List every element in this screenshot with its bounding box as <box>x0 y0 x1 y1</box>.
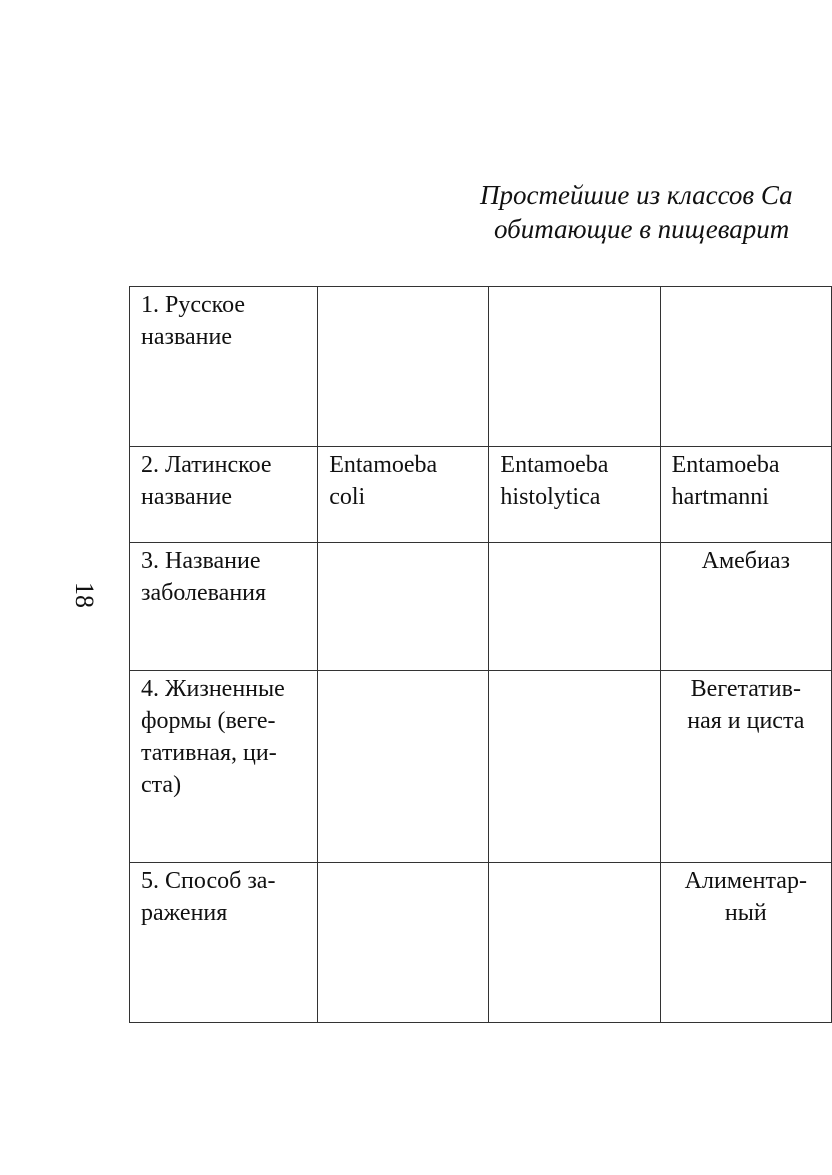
page-number: 18 <box>70 582 99 608</box>
table-cell: Entamoeba coli <box>318 447 489 543</box>
table-cell <box>318 287 489 447</box>
table-row <box>130 287 832 447</box>
table-row <box>130 447 832 543</box>
table-cell: Entamoeba histolytica <box>489 447 660 543</box>
table-cell: Амебиаз <box>660 543 831 671</box>
row-label-disease-name: 3. Название заболевания <box>130 543 318 671</box>
table-cell <box>489 671 660 863</box>
table-cell: Вегетатив- ная и циста <box>660 671 831 863</box>
table-cell <box>489 543 660 671</box>
table-cell <box>318 671 489 863</box>
table-row <box>130 671 832 863</box>
table-caption-line-1: Простейшие из классов Са <box>480 180 793 210</box>
table-cell <box>489 287 660 447</box>
table-cell <box>660 287 831 447</box>
row-label-life-forms: 4. Жизненные формы (веге- тативная, ци- ста) <box>130 671 318 863</box>
table-cell <box>489 863 660 1023</box>
table-cell: Алиментар- ный <box>660 863 831 1023</box>
table-row <box>130 863 832 1023</box>
table-cell <box>318 543 489 671</box>
row-label-latin-name: 2. Латинское название <box>130 447 318 543</box>
table-cell <box>318 863 489 1023</box>
table-cell: Entamoeba hartmanni <box>660 447 831 543</box>
table-row <box>130 543 832 671</box>
protozoa-table <box>129 286 832 1023</box>
row-label-russian-name: 1. Русское название <box>130 287 318 447</box>
table-caption-line-2: обитающие в пищеварит <box>494 214 790 244</box>
row-label-infection-route: 5. Способ за- ражения <box>130 863 318 1023</box>
